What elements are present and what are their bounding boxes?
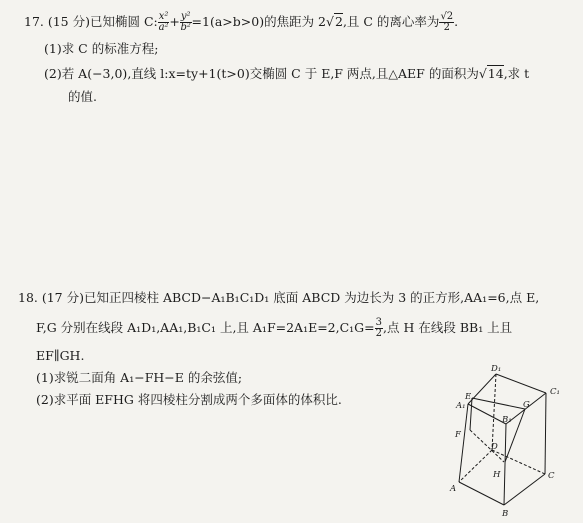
edge-e-f	[470, 398, 472, 430]
label-c1: C₁	[550, 387, 560, 397]
edge-f-h-hidden	[470, 430, 504, 462]
sqrt-symbol: √	[478, 66, 487, 81]
q18-header: 18. (17 分)已知正四棱柱 ABCD−A₁B₁C₁D₁ 底面 ABCD 为边长为 3 的正方形,AA₁=6,点 E,	[18, 290, 540, 305]
label-b1: B₁	[502, 415, 512, 425]
eccentricity-fraction: $\frac{√2}{2}$	[440, 11, 454, 33]
label-d: D	[491, 442, 498, 452]
q17-part2-continued: 的值.	[68, 89, 97, 104]
label-d1: D₁	[491, 364, 502, 374]
q18-part2: (2)求平面 EFHG 将四棱柱分割成两个多面体的体积比.	[36, 392, 342, 407]
edge-d-a-hidden	[459, 450, 492, 482]
edge-a1-b1	[468, 404, 506, 424]
edge-a-b	[459, 482, 504, 505]
q17-part1: (1)求 C 的标准方程;	[44, 41, 159, 56]
edge-c1-c	[545, 393, 546, 474]
q17-header: 17. (15 分)已知椭圆 C: $\frac{\text{x²}}{\text{a²}}$ + $\frac{\text{y²}}{\text{b²}}$ =1(a>b>0)的焦距为 2√2,且 C 的离心率为 $\frac{√2}{2}$ .	[24, 11, 459, 33]
edge-a1-a	[459, 404, 468, 482]
q18-part1: (1)求锐二面角 A₁−FH−E 的余弦值;	[36, 370, 243, 385]
edge-b1-c1	[506, 393, 546, 424]
q17-header-text: 17. (15 分)已知椭圆 C:	[24, 14, 158, 29]
edge-b1-b	[504, 424, 506, 505]
edge-c1-d1	[496, 374, 546, 393]
label-g: G	[523, 400, 530, 410]
label-a: A	[450, 484, 457, 494]
edge-d1-a1	[468, 374, 496, 404]
frac-x2-a2: $\frac{\text{x²}}{\text{a²}}$	[158, 11, 169, 33]
edge-g-h	[505, 409, 525, 462]
label-h: H	[493, 470, 501, 480]
q18-line2: F,G 分别在线段 A₁D₁,AA₁,B₁C₁ 上,且 A₁F=2A₁E=2,C₁G= $\frac{3}{2}$ ,点 H 在线段 BB₁ 上且	[36, 317, 513, 339]
frac-y2-b2: $\frac{\text{y²}}{\text{b²}}$	[180, 11, 191, 33]
edge-b-c	[504, 474, 545, 505]
label-b: B	[502, 509, 509, 519]
q17-part2: (2)若 A(−3,0),直线 l:x=ty+1(t>0)交椭圆 C 于 E,F 两点,且△AEF 的面积为√14,求 t	[44, 66, 530, 81]
label-c: C	[548, 471, 555, 481]
label-f: F	[455, 430, 461, 440]
q18-line3: EF∥GH.	[36, 348, 85, 363]
edge-d-c-hidden	[492, 450, 545, 474]
sqrt-symbol: √	[326, 14, 334, 29]
edge-e-g	[472, 398, 525, 409]
edge-d1-d-hidden	[492, 374, 496, 450]
label-a1: A₁	[456, 401, 466, 411]
cg-fraction: $\frac{3}{2}$	[375, 317, 383, 339]
label-e: E	[465, 392, 472, 402]
